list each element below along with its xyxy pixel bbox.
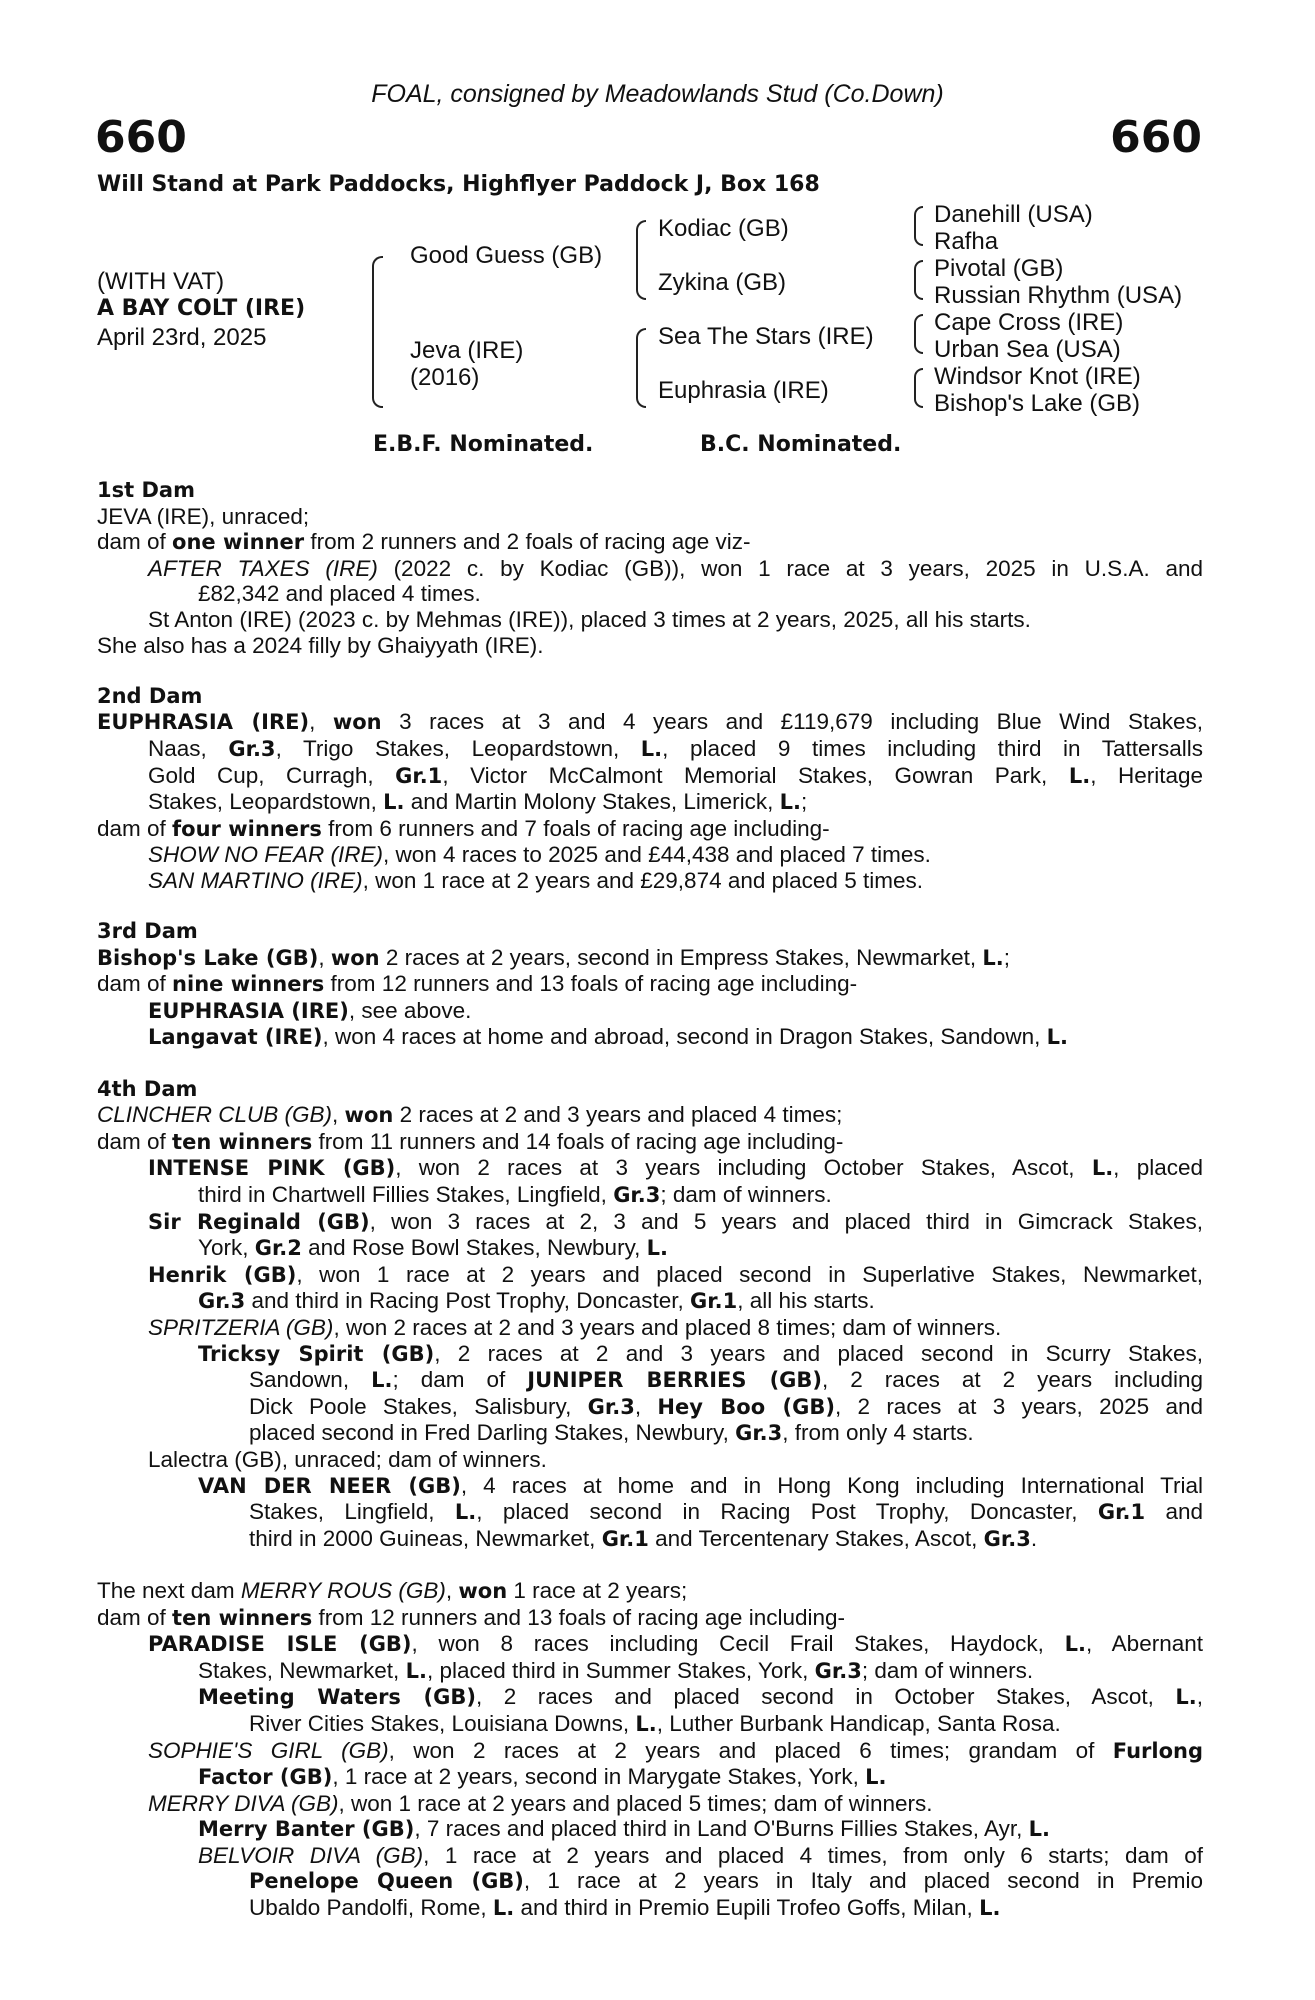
next-dam-line: MERRY DIVA (GB), won 1 race at 2 years and placed 5 times; dam of winners. xyxy=(148,1790,933,1816)
first-dam-line: dam of one winner from 2 runners and 2 foals of racing age viz- xyxy=(97,529,751,555)
next-dam-line: Ubaldo Pandolfi, Rome, L. and third in Premio Eupili Trofeo Goffs, Milan, L. xyxy=(249,1895,1001,1921)
dam-year: (2016) xyxy=(410,364,480,391)
next-dam-line: BELVOIR DIVA (GB), 1 race at 2 years and placed 4 times, from only 6 starts; dam of xyxy=(198,1842,1203,1868)
first-dam-line: AFTER TAXES (IRE) (2022 c. by Kodiac (GB)), won 1 race at 3 years, 2025 in U.S.A. and xyxy=(148,555,1203,581)
gen4-name: Russian Rhythm (USA) xyxy=(934,282,1183,309)
bracket-gen4-2 xyxy=(914,260,923,300)
ebf-nomination: E.B.F. Nominated. xyxy=(373,432,594,457)
catalogue-body xyxy=(0,478,1315,1922)
second-dam-line: EUPHRASIA (IRE), won 3 races at 3 and 4 years and £119,679 including Blue Wind Stakes, xyxy=(97,709,1203,735)
stand-location: Will Stand at Park Paddocks, Highflyer Paddock J, Box 168 xyxy=(97,172,820,197)
foaling-date: April 23rd, 2025 xyxy=(97,324,267,351)
fourth-dam-line: VAN DER NEER (GB), 4 races at home and in Hong Kong including International Trial xyxy=(198,1472,1203,1498)
gen4-name: Cape Cross (IRE) xyxy=(934,309,1124,336)
bracket-sire-side xyxy=(636,220,646,300)
sire-sire: Kodiac (GB) xyxy=(658,215,789,242)
second-dam-line: Stakes, Leopardstown, L. and Martin Molony Stakes, Limerick, L.; xyxy=(148,789,808,815)
sire-name: Good Guess (GB) xyxy=(410,242,603,269)
next-dam-line: The next dam MERRY ROUS (GB), won 1 race at 2 years; xyxy=(97,1577,688,1603)
gen4-name: Danehill (USA) xyxy=(934,201,1093,228)
fourth-dam-line: Gr.3 and third in Racing Post Trophy, Doncaster, Gr.1, all his starts. xyxy=(198,1288,875,1314)
section-heading-4th-dam: 4th Dam xyxy=(97,1076,198,1101)
fourth-dam-line: Lalectra (GB), unraced; dam of winners. xyxy=(148,1446,547,1472)
gen4-name: Urban Sea (USA) xyxy=(934,336,1121,363)
dam-dam: Euphrasia (IRE) xyxy=(658,377,829,404)
fourth-dam-line: York, Gr.2 and Rose Bowl Stakes, Newbury, L. xyxy=(198,1235,669,1261)
fourth-dam-line: third in 2000 Guineas, Newmarket, Gr.1 and Tercentenary Stakes, Ascot, Gr.3. xyxy=(249,1525,1038,1551)
consignor-line: FOAL, consigned by Meadowlands Stud (Co.Down) xyxy=(371,80,944,108)
dam-sire: Sea The Stars (IRE) xyxy=(658,323,874,350)
lot-number-left: 660 xyxy=(95,112,187,163)
sire-dam: Zykina (GB) xyxy=(658,269,787,296)
section-heading-3rd-dam: 3rd Dam xyxy=(97,919,198,944)
second-dam-line: Naas, Gr.3, Trigo Stakes, Leopardstown, L., placed 9 times including third in Tattersalls xyxy=(148,735,1203,761)
next-dam-line: dam of ten winners from 12 runners and 13 foals of racing age including- xyxy=(97,1604,846,1630)
bracket-generation-1 xyxy=(372,256,383,408)
fourth-dam-line: Henrik (GB), won 1 race at 2 years and placed second in Superlative Stakes, Newmarket, xyxy=(148,1261,1203,1287)
first-dam-line: She also has a 2024 filly by Ghaiyyath (IRE). xyxy=(97,632,544,658)
third-dam-line: EUPHRASIA (IRE), see above. xyxy=(148,997,472,1023)
next-dam-line: Meeting Waters (GB), 2 races and placed second in October Stakes, Ascot, L., xyxy=(198,1684,1204,1710)
next-dam-line: SOPHIE'S GIRL (GB), won 2 races at 2 years and placed 6 times; grandam of Furlong xyxy=(148,1737,1203,1763)
bracket-gen4-3 xyxy=(914,314,923,354)
next-dam-line: Stakes, Newmarket, L., placed third in Summer Stakes, York, Gr.3; dam of winners. xyxy=(198,1657,1034,1683)
lot-horse-name: A BAY COLT (IRE) xyxy=(97,296,306,321)
fourth-dam-line: dam of ten winners from 11 runners and 14 foals of racing age including- xyxy=(97,1128,844,1154)
next-dam-line: River Cities Stakes, Louisiana Downs, L., Luther Burbank Handicap, Santa Rosa. xyxy=(249,1710,1061,1736)
fourth-dam-line: INTENSE PINK (GB), won 2 races at 3 years including October Stakes, Ascot, L., placed xyxy=(148,1155,1203,1181)
bracket-dam-side xyxy=(636,328,646,408)
section-heading-2nd-dam: 2nd Dam xyxy=(97,683,203,708)
fourth-dam-line: Stakes, Lingfield, L., placed second in Racing Post Trophy, Doncaster, Gr.1 and xyxy=(249,1499,1203,1525)
fourth-dam-line: CLINCHER CLUB (GB), won 2 races at 2 and 3 years and placed 4 times; xyxy=(97,1102,843,1128)
bracket-gen4-1 xyxy=(914,206,923,246)
third-dam-line: Langavat (IRE), won 4 races at home and abroad, second in Dragon Stakes, Sandown, L. xyxy=(148,1024,1069,1050)
gen4-name: Windsor Knot (IRE) xyxy=(934,363,1141,390)
fourth-dam-line: third in Chartwell Fillies Stakes, Lingfield, Gr.3; dam of winners. xyxy=(198,1182,832,1208)
next-dam-line: Factor (GB), 1 race at 2 years, second in Marygate Stakes, York, L. xyxy=(198,1764,887,1790)
first-dam-line: St Anton (IRE) (2023 c. by Mehmas (IRE)), placed 3 times at 2 years, 2025, all his starts. xyxy=(148,606,1031,632)
gen4-name: Pivotal (GB) xyxy=(934,255,1064,282)
fourth-dam-line: Sir Reginald (GB), won 3 races at 2, 3 and 5 years and placed third in Gimcrack Stakes, xyxy=(148,1208,1203,1234)
bracket-gen4-4 xyxy=(914,368,923,408)
lot-number-right: 660 xyxy=(1110,112,1202,163)
fourth-dam-line: Sandown, L.; dam of JUNIPER BERRIES (GB), 2 races at 2 years including xyxy=(249,1367,1203,1393)
fourth-dam-line: SPRITZERIA (GB), won 2 races at 2 and 3 years and placed 8 times; dam of winners. xyxy=(148,1315,1002,1340)
second-dam-line: Gold Cup, Curragh, Gr.1, Victor McCalmont Memorial Stakes, Gowran Park, L., Heritage xyxy=(148,762,1203,788)
third-dam-line: Bishop's Lake (GB), won 2 races at 2 years, second in Empress Stakes, Newmarket, L.; xyxy=(97,944,1010,970)
first-dam-line: £82,342 and placed 4 times. xyxy=(198,581,481,607)
second-dam-line: SAN MARTINO (IRE), won 1 race at 2 years and £29,874 and placed 5 times. xyxy=(148,867,923,893)
fourth-dam-line: Tricksy Spirit (GB), 2 races at 2 and 3 years and placed second in Scurry Stakes, xyxy=(198,1340,1203,1366)
next-dam-line: Penelope Queen (GB), 1 race at 2 years in Italy and placed second in Premio xyxy=(249,1868,1203,1894)
fourth-dam-line: placed second in Fred Darling Stakes, Newbury, Gr.3, from only 4 starts. xyxy=(249,1420,974,1446)
section-heading-1st-dam: 1st Dam xyxy=(97,478,195,502)
third-dam-line: dam of nine winners from 12 runners and 13 foals of racing age including- xyxy=(97,971,858,997)
second-dam-line: dam of four winners from 6 runners and 7 foals of racing age including- xyxy=(97,815,830,841)
dam-name: Jeva (IRE) xyxy=(410,337,524,364)
next-dam-line: PARADISE ISLE (GB), won 8 races including Cecil Frail Stakes, Haydock, L., Abernant xyxy=(148,1631,1203,1657)
first-dam-line: JEVA (IRE), unraced; xyxy=(97,503,310,529)
next-dam-line: Merry Banter (GB), 7 races and placed third in Land O'Burns Fillies Stakes, Ayr, L. xyxy=(198,1816,1050,1842)
fourth-dam-line: Dick Poole Stakes, Salisbury, Gr.3, Hey Boo (GB), 2 races at 3 years, 2025 and xyxy=(249,1393,1203,1419)
second-dam-line: SHOW NO FEAR (IRE), won 4 races to 2025 and £44,438 and placed 7 times. xyxy=(148,842,931,868)
vat-note: (WITH VAT) xyxy=(97,268,225,295)
bc-nomination: B.C. Nominated. xyxy=(700,432,902,457)
gen4-name: Bishop's Lake (GB) xyxy=(934,390,1141,417)
gen4-name: Rafha xyxy=(934,228,999,255)
